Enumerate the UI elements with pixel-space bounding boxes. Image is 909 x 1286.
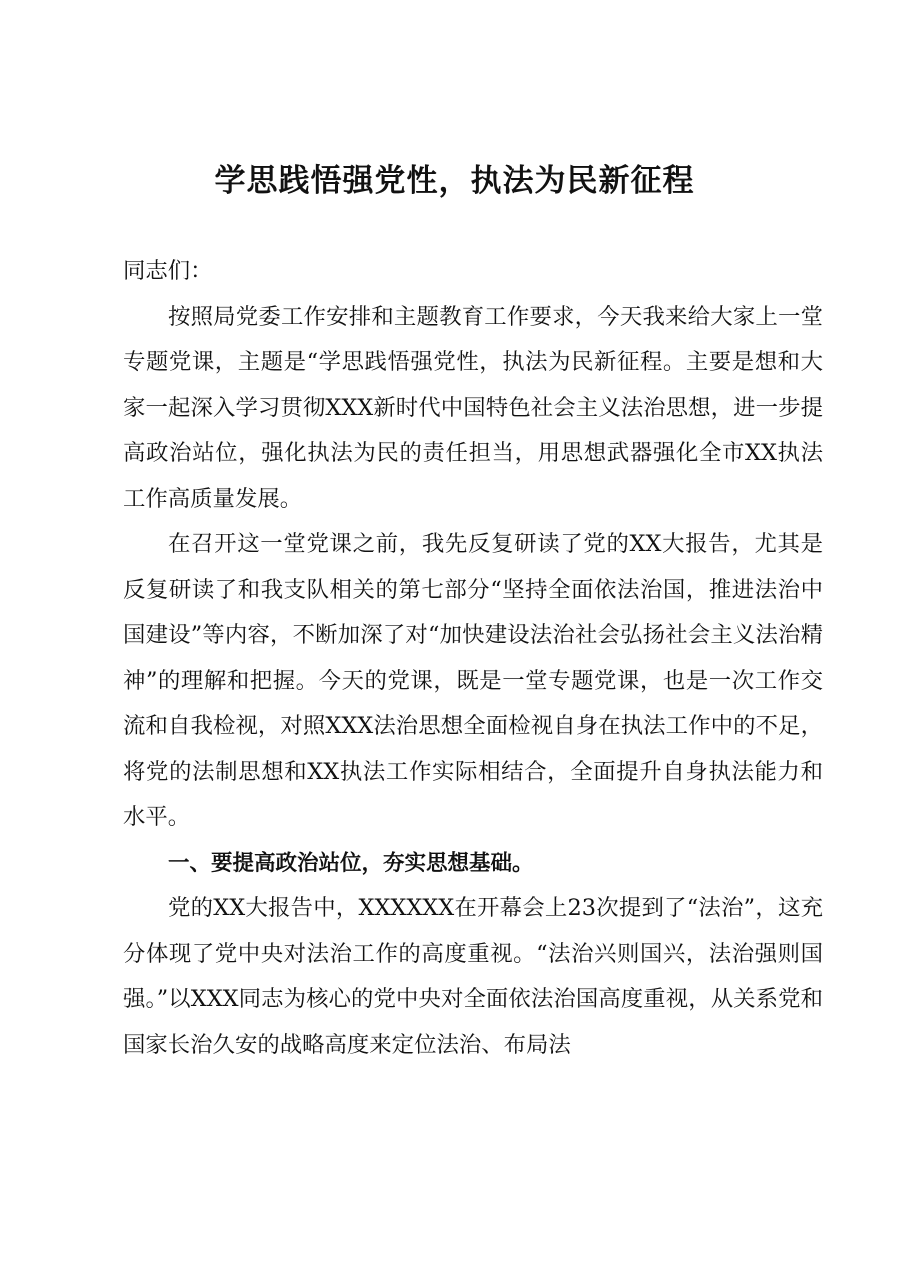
section-heading-1: 一、要提高政治站位，夯实思想基础。 bbox=[168, 850, 534, 876]
document-title: 学思践悟强党性，执法为民新征程 bbox=[214, 163, 695, 199]
paragraph-preparation: 在召开这一堂党课之前，我先反复研读了党的XX大报告，尤其是反复研读了和我支队相关的第七部分“坚持全面依法治国，推进法治中国建设”等内容，不断加深了对“加快建设法治社会弘扬社会主义法治精神”的理解和把握。今天的党课，既是一堂专题党课，也是一次工作交流和自我检视，对照XXX法治思想全面检视自身在执法工作中的不足，将党的法制思想和XX执法工作实际相结合，全面提升自身执法能力和水平。 bbox=[123, 531, 823, 830]
paragraph-section-1: 党的XX大报告中，XXXXXX在开幕会上23次提到了“法治”，这充分体现了党中央对法治工作的高度重视。“法治兴则国兴，法治强则国强。”以XXX同志为核心的党中央对全面依法治国高度重视，从关系党和国家长治久安的战略高度来定位法治、布局法 bbox=[123, 895, 823, 1058]
document-body bbox=[123, 249, 823, 1068]
salutation: 同志们： bbox=[123, 258, 213, 284]
paragraph-intro: 按照局党委工作安排和主题教育工作要求，今天我来给大家上一堂专题党课，主题是“学思践悟强党性，执法为民新征程。主要是想和大家一起深入学习贯彻XXX新时代中国特色社会主义法治思想，进一步提高政治站位，强化执法为民的责任担当，用思想武器强化全市XX执法工作高质量发展。 bbox=[123, 303, 823, 512]
